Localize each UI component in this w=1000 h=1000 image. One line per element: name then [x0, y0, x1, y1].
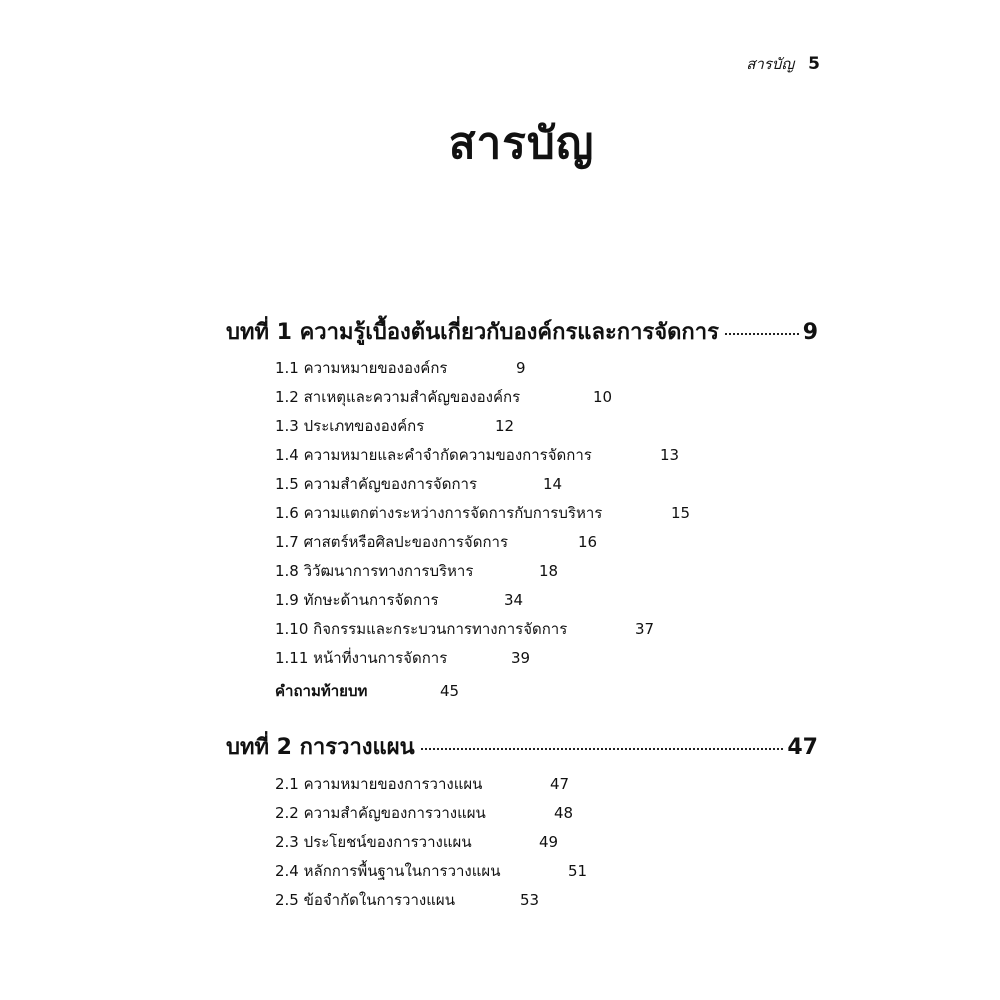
entry-page-number: 48 [554, 804, 574, 822]
running-head-title: สารบัญ [746, 55, 795, 73]
entry-page-number: 12 [495, 417, 515, 435]
entry-title: 1.1 ความหมายขององค์กร [275, 359, 448, 377]
toc-entry-2-4[interactable] [275, 861, 588, 881]
chapter-title: บทที่ 1 ความรู้เบื้องต้นเกี่ยวกับองค์กรและการจัดการ [226, 320, 719, 345]
entry-page-number: 47 [550, 775, 570, 793]
entry-page-number: 34 [504, 591, 524, 609]
entry-title: 1.3 ประเภทขององค์กร [275, 417, 425, 435]
toc-entry-2-2[interactable] [275, 803, 574, 823]
toc-entry-1-9[interactable] [275, 590, 524, 610]
entry-page-number: 39 [511, 649, 531, 667]
toc-entry-2-1[interactable] [275, 774, 570, 794]
entry-title: 1.10 กิจกรรมและกระบวนการทางการจัดการ [275, 620, 568, 638]
dot-leader [421, 748, 784, 750]
entry-title: 1.9 ทักษะด้านการจัดการ [275, 591, 439, 609]
entry-title: คำถามท้ายบท [275, 682, 368, 700]
entry-page-number: 16 [578, 533, 598, 551]
entry-title: 1.7 ศาสตร์หรือศิลปะของการจัดการ [275, 533, 509, 551]
running-head-page-number: 5 [808, 54, 820, 74]
page-title: สารบัญ [448, 118, 595, 169]
entry-page-number: 53 [520, 891, 540, 909]
entry-page-number: 37 [635, 620, 655, 638]
toc-entry-1-1[interactable] [275, 358, 526, 378]
entry-page-number: 49 [539, 833, 559, 851]
chapter-1-heading[interactable] [226, 318, 818, 348]
dot-leader [725, 333, 799, 335]
entry-page-number: 51 [568, 862, 588, 880]
entry-title: 1.2 สาเหตุและความสำคัญขององค์กร [275, 388, 521, 406]
chapter-page-number: 47 [787, 735, 818, 760]
entry-title: 1.6 ความแตกต่างระหว่างการจัดการกับการบริหาร [275, 504, 603, 522]
entry-title: 1.4 ความหมายและคำจำกัดความของการจัดการ [275, 446, 592, 464]
running-head [746, 52, 820, 76]
entry-page-number: 9 [516, 359, 526, 377]
toc-entry-1-7[interactable] [275, 532, 598, 552]
entry-title: 2.4 หลักการพื้นฐานในการวางแผน [275, 862, 501, 880]
entry-title: 2.5 ข้อจำกัดในการวางแผน [275, 891, 455, 909]
toc-entry-1-4[interactable] [275, 445, 680, 465]
entry-page-number: 45 [440, 682, 460, 700]
entry-title: 2.1 ความหมายของการวางแผน [275, 775, 483, 793]
toc-entry-1-5[interactable] [275, 474, 563, 494]
toc-entry-1-6[interactable] [275, 503, 691, 523]
chapter-title: บทที่ 2 การวางแผน [226, 735, 415, 760]
toc-entry-2-5[interactable] [275, 890, 540, 910]
entry-page-number: 18 [539, 562, 559, 580]
chapter-page-number: 9 [802, 320, 818, 345]
entry-page-number: 10 [593, 388, 613, 406]
toc-entry-review-questions[interactable] [275, 681, 460, 701]
entry-page-number: 15 [671, 504, 691, 522]
entry-title: 1.8 วิวัฒนาการทางการบริหาร [275, 562, 474, 580]
entry-page-number: 14 [543, 475, 563, 493]
entry-title: 2.2 ความสำคัญของการวางแผน [275, 804, 486, 822]
entry-title: 1.11 หน้าที่งานการจัดการ [275, 649, 448, 667]
toc-entry-2-3[interactable] [275, 832, 559, 852]
toc-entry-1-11[interactable] [275, 648, 531, 668]
entry-page-number: 13 [660, 446, 680, 464]
toc-entry-1-3[interactable] [275, 416, 515, 436]
toc-entry-1-2[interactable] [275, 387, 613, 407]
toc-entry-1-8[interactable] [275, 561, 559, 581]
entry-title: 1.5 ความสำคัญของการจัดการ [275, 475, 478, 493]
chapter-2-heading[interactable] [226, 733, 818, 763]
toc-entry-1-10[interactable] [275, 619, 655, 639]
entry-title: 2.3 ประโยชน์ของการวางแผน [275, 833, 472, 851]
